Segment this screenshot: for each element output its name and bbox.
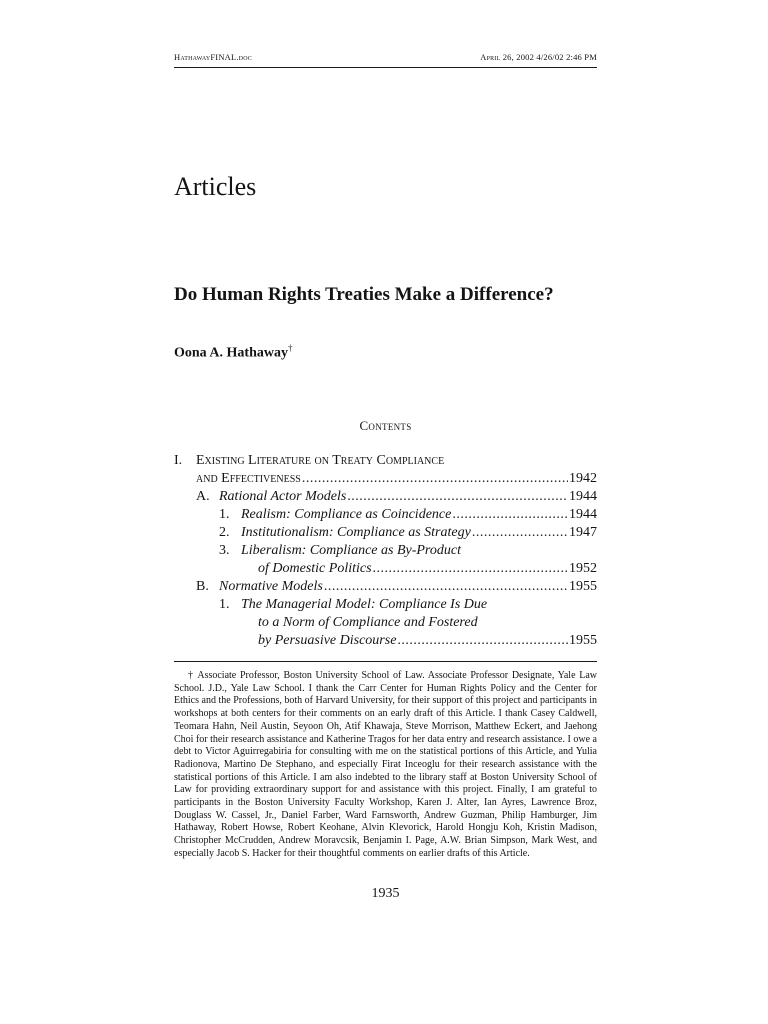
toc-page-number: 1952: [569, 561, 597, 576]
toc-number: 2.: [219, 525, 230, 540]
toc-row: [174, 596, 597, 614]
toc-row: [174, 452, 597, 470]
toc-number: 3.: [219, 543, 230, 558]
toc-label: by Persuasive Discourse: [258, 633, 397, 648]
toc-entry: [219, 578, 597, 596]
dot-leader: [347, 488, 568, 506]
toc-number: 1.: [219, 507, 230, 522]
toc-entry: [258, 560, 597, 578]
toc-label: and Effectiveness: [196, 471, 301, 486]
dot-leader: [324, 578, 568, 596]
toc-label: to a Norm of Compliance and Fostered: [258, 615, 478, 630]
toc-page-number: 1942: [569, 471, 597, 486]
toc-label: Realism: Compliance as Coincidence: [241, 507, 452, 522]
author-line: [174, 343, 292, 362]
toc-row: [174, 470, 597, 488]
toc-label: The Managerial Model: Compliance Is Due: [241, 597, 488, 612]
toc-entry: [196, 452, 597, 470]
toc-entry: [241, 542, 597, 560]
toc-number: A.: [196, 489, 210, 504]
dot-leader: [452, 506, 568, 524]
toc-row: [174, 488, 597, 506]
toc-entry: [258, 632, 597, 650]
toc-number: 1.: [219, 597, 230, 612]
toc-page-number: 1955: [569, 579, 597, 594]
header-datetime: April 26, 2002 4/26/02 2:46 PM: [480, 52, 597, 62]
toc-entry: [241, 524, 597, 542]
section-heading: Articles: [174, 172, 257, 201]
article-title: Do Human Rights Treaties Make a Difference?: [174, 284, 554, 305]
dot-leader: [397, 632, 568, 650]
toc-entry: [241, 596, 597, 614]
toc-entry: [196, 470, 597, 488]
running-header: [174, 52, 597, 62]
toc-row: [174, 524, 597, 542]
contents-heading: Contents: [359, 418, 412, 433]
toc-page-number: 1947: [569, 525, 597, 540]
dot-leader: [302, 470, 568, 488]
toc-label: Liberalism: Compliance as By-Product: [241, 543, 461, 558]
toc-entry: [258, 614, 597, 632]
header-rule: [174, 67, 597, 68]
author-footnote-mark: †: [287, 343, 293, 353]
toc-number: I.: [174, 453, 183, 468]
toc-entry: [241, 506, 597, 524]
toc-label: of Domestic Politics: [258, 561, 372, 576]
toc-label: Institutionalism: Compliance as Strategy: [241, 525, 471, 540]
footnote: † Associate Professor, Boston University School of Law. Associate Professor Designate, Yale Law School. J.D., Yale Law School. I thank the Carr Center for Human Rights Policy and the Center for Ethics and the Professions, both of Harvard University, for their support of this project and participants in workshops at both centers for their comments on an early draft of this Article. I thank Casey Caldwell, Teomara Hahn, Neil Austin, Seyoon Oh, Atif Khawaja, Steve Morrison, Matthew Eckert, and Jaehong Choi for their research assistance and Katherine Tragos for her data entry and research assistance. I owe a debt to Victor Aguirregabiria for consulting with me on the statistical portions of this Article, and Yulia Radionova, Martino De Stephano, and especially Firat Inceoglu for their research assistance with the statistical portions of this Article. I am also indebted to the library staff at Boston University School of Law for providing extraordinary support for and assistance with this project. Finally, I am grateful to participants in the Boston University Faculty Workshop, Karen J. Alter, Ian Ayres, Lawrence Broz, Douglass W. Cassel, Jr., Daniel Farber, Ward Farnsworth, Andrew Guzman, Philip Hamburger, Jim Hathaway, Robert Howse, Robert Keohane, Alvin Klevorick, Harold Hongju Koh, Kristin Madison, Christopher McCrudden, Andrew Moravcsik, Benjamin I. Page, A.W. Brian Simpson, Mark West, and especially Jacob S. Hacker for their thoughtful comments on earlier drafts of this Article.: [174, 670, 597, 859]
dot-leader: [472, 524, 568, 542]
footnote-rule: [174, 661, 597, 662]
author-name: Oona A. Hathaway: [174, 345, 288, 361]
toc-label: Rational Actor Models: [219, 489, 347, 504]
toc-row: [174, 506, 597, 524]
toc-row: [174, 542, 597, 560]
toc-page-number: 1944: [569, 507, 597, 522]
toc-page-number: 1944: [569, 489, 597, 504]
toc-number: B.: [196, 579, 209, 594]
toc-row: [174, 632, 597, 650]
toc-label: Existing Literature on Treaty Compliance: [196, 453, 445, 468]
toc-row: [174, 614, 597, 632]
page-number: 1935: [371, 886, 400, 901]
toc-page-number: 1955: [569, 633, 597, 648]
toc-row: [174, 578, 597, 596]
dot-leader: [373, 560, 568, 578]
toc-label: Normative Models: [219, 579, 323, 594]
header-filename: HathawayFINAL.doc: [174, 52, 252, 62]
toc-entry: [219, 488, 597, 506]
toc-row: [174, 560, 597, 578]
